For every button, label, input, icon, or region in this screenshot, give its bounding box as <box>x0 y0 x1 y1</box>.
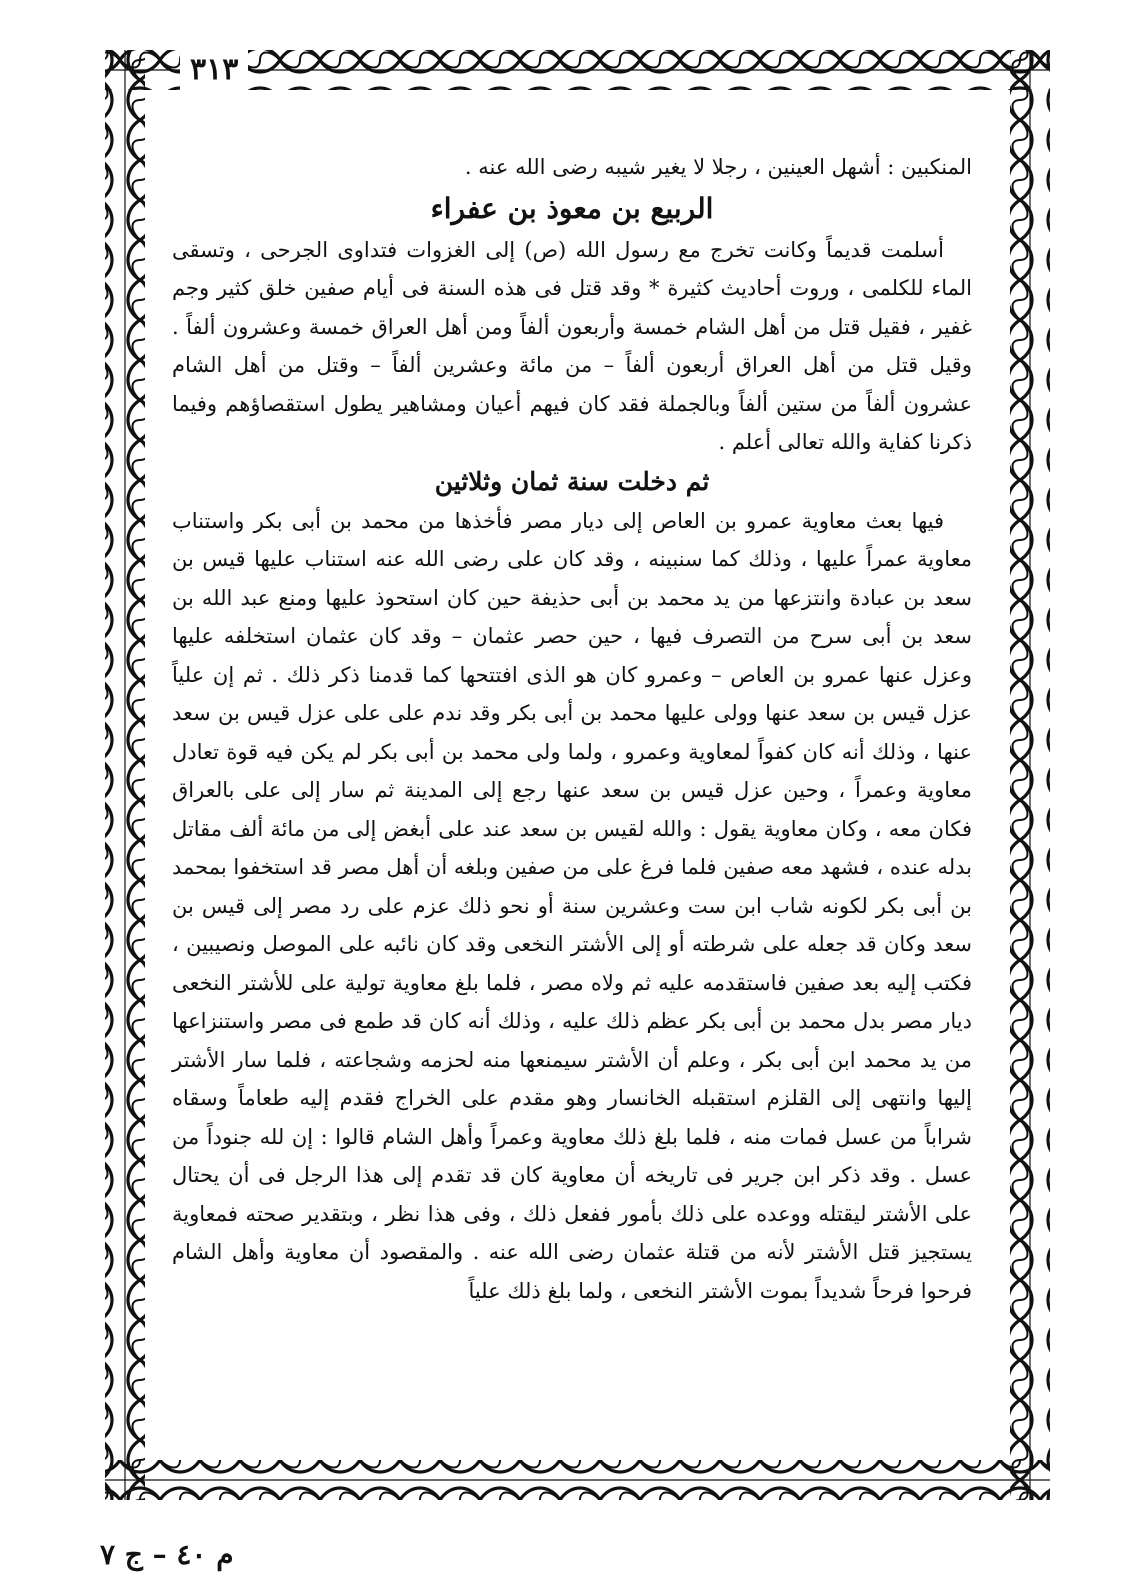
page-number: ٣١٣ <box>180 50 248 90</box>
section-heading-biography: الربيع بن معوذ بن عفراء <box>430 191 714 225</box>
paragraph-year-events: فيها بعث معاوية عمرو بن العاص إلى ديار مصر فأخذها من محمد بن أبى بكر واستناب معاوية عمراً عليها ، وذلك كما سنبينه ، وقد كان على رضى الله عنه استناب عليها قيس بن سعد بن عبادة وانتزعها من يد محمد بن أبى حذيفة حين كان استحوذ عليها ومنع عبد الله بن سعد بن أبى سرح من التصرف فيها ، حين حصر عثمان – وقد كان عثمان استخلفه عليها وعزل عنها عمرو بن العاص – وعمرو كان هو الذى افتتحها كما قدمنا ذكر ذلك . ثم إن علياً عزل قيس بن سعد عنها وولى عليها محمد بن أبى بكر وقد ندم على على عزل قيس بن سعد عنها ، وذلك أنه كان كفواً لمعاوية وعمرو ، ولما ولى محمد بن أبى بكر لم يكن فيه قوة تعادل معاوية وعمراً ، وحين عزل قيس بن سعد عنها رجع إلى المدينة ثم سار إلى على بالعراق فكان معه ، وكان معاوية يقول : والله لقيس بن سعد عند على أبغض إلى من مائة ألف مقاتل بدله عنده ، فشهد معه صفين فلما فرغ على من صفين وبلغه أن أهل مصر قد استخفوا بمحمد بن أبى بكر لكونه شاب ابن ست وعشرين سنة أو نحو ذلك عزم على رد مصر إلى قيس بن سعد وكان قد جعله على شرطته أو إلى الأشتر النخعى وقد كان نائبه على الموصل ونصيبين ، فكتب إليه بعد صفين فاستقدمه عليه ثم ولاه مصر ، فلما بلغ معاوية تولية على للأشتر النخعى ديار مصر بدل محمد بن أبى بكر عظم ذلك عليه ، وذلك أنه كان قد طمع فى مصر واستنزاعها من يد محمد ابن أبى بكر ، وعلم أن الأشتر سيمنعها منه لحزمه وشجاعته ، فلما سار الأشتر إليها وانتهى إلى القلزم استقبله الخانسار وهو مقدم على الخراج فقدم إليه طعاماً وسقاه شراباً من عسل فمات منه ، فلما بلغ ذلك معاوية وعمراً وأهل الشام قالوا : إن لله جنوداً من عسل . وقد ذكر ابن جرير فى تاريخه أن معاوية كان قد تقدم إلى هذا الرجل فى أن يحتال على الأشتر ليقتله ووعده على ذلك بأمور ففعل ذلك ، وفى هذا نظر ، وبتقدير صحته فمعاوية يستجيز قتل الأشتر لأنه من قتلة عثمان رضى الله عنه . والمقصود أن معاوية وأهل الشام فرحوا فرحاً شديداً بموت الأشتر النخعى ، ولما بلغ ذلك علياً <box>172 508 972 1303</box>
sheet-signature: م ٤٠ – ج ٧ <box>100 1538 234 1571</box>
page-body <box>172 148 972 1310</box>
paragraph-biography: أسلمت قديماً وكانت تخرج مع رسول الله (ص) إلى الغزوات فتداوى الجرحى ، وتسقى الماء للكلمى ، وروت أحاديث كثيرة * وقد قتل فى هذه السنة فى أيام صفين خلق كثير وجم غفير ، فقيل قتل من أهل الشام خمسة وأربعون ألفاً ومن أهل العراق خمسة وعشرون ألفاً . وقيل قتل من أهل العراق أربعون ألفاً – من مائة وعشرين ألفاً – وقتل من أهل الشام عشرون ألفاً من ستين ألفاً وبالجملة فقد كان فيهم أعيان ومشاهير يطول استقصاؤهم وفيما ذكرنا كفاية والله تعالى أعلم . <box>172 237 972 454</box>
opening-line: المنكبين : أشهل العينين ، رجلا لا يغير شيبه رضى الله عنه . <box>464 155 972 179</box>
section-heading-year: ثم دخلت سنة ثمان وثلاثين <box>434 466 710 496</box>
